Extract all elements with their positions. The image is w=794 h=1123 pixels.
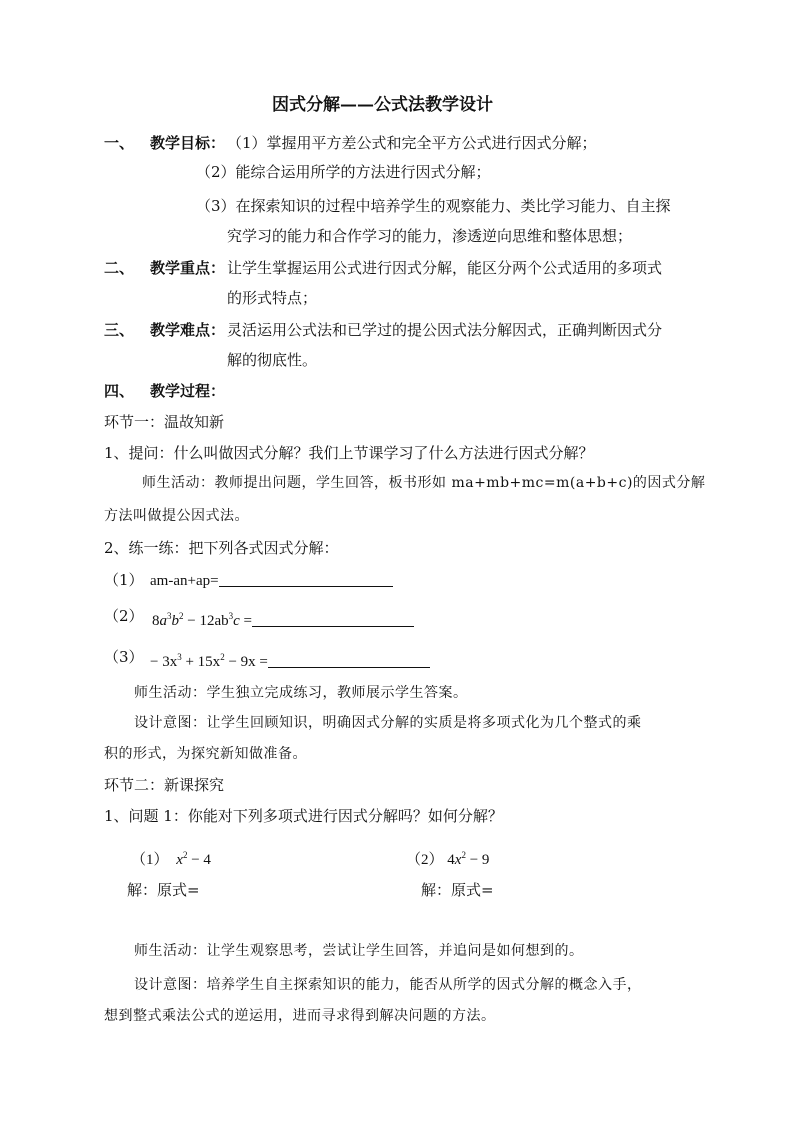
- exercise-2-coef: 8: [152, 613, 160, 629]
- objective-item-3-line2: 究学习的能力和合作学习的能力，渗透逆向思维和整体思想；: [227, 227, 633, 245]
- problem-2-var: x: [454, 852, 462, 868]
- exercise-3-exp2: 2: [220, 652, 225, 662]
- exercise-3-term3: − 9x =: [228, 654, 268, 670]
- exercise-1-text: am-an+ap=: [150, 573, 219, 589]
- exercise-2-number: （2）: [104, 607, 144, 625]
- difficulties-text-line2: 解的彻底性。: [227, 351, 318, 369]
- problem-2-number: （2）: [406, 852, 444, 868]
- objective-item-3-line1: （3）在探索知识的过程中培养学生的观察能力、类比学习能力、自主探: [196, 197, 671, 215]
- exercise-1-answer-blank: [219, 570, 393, 587]
- key-points-text-line2: 的形式特点；: [227, 289, 318, 307]
- section1-intent-line1: 设计意图：让学生回顾知识，明确因式分解的实质是将多项式化为几个整式的乘: [134, 715, 642, 731]
- exercise-2-var-b: b: [171, 613, 179, 629]
- exercise-3-answer-blank: [268, 651, 430, 668]
- problem-2-exp: 2: [461, 850, 466, 860]
- key-points-number: 二、: [104, 259, 135, 277]
- section1-question-2: 2、练一练：把下列各式因式分解：: [104, 539, 339, 557]
- exercise-3-term2: + 15x: [185, 654, 221, 670]
- problem-2: [406, 845, 489, 870]
- problem-1-solution: 解：原式=: [127, 881, 200, 899]
- exercise-3-number: （3）: [104, 648, 144, 666]
- exercise-2-var-a: a: [159, 613, 167, 629]
- section1-question-1: 1、提问：什么叫做因式分解？我们上节课学习了什么方法进行因式分解？: [104, 444, 594, 462]
- objective-item-2: （2）能综合运用所学的方法进行因式分解；: [196, 163, 491, 181]
- exercise-2-equals: =: [243, 613, 253, 629]
- section1-activity-line2: 方法叫做提公因式法。: [104, 508, 249, 524]
- exercise-1-expression: [150, 570, 393, 591]
- difficulties-label: 教学难点：: [150, 321, 226, 339]
- problem-1-var: x: [176, 852, 183, 868]
- section2-intent-line2: 想到整式乘法公式的逆运用，进而寻求得到解决问题的方法。: [104, 1008, 496, 1024]
- objectives-number: 一、: [104, 134, 135, 152]
- exercise-2-var-c: c: [233, 613, 240, 629]
- exercise-2-exp-b2: 3: [228, 611, 234, 621]
- exercise-3-term1: − 3x: [150, 654, 178, 670]
- section1-activity-2: 师生活动：学生独立完成练习，教师展示学生答案。: [134, 685, 468, 701]
- exercise-2-exp-b: 2: [179, 611, 184, 621]
- difficulties-text-line1: 灵活运用公式法和已学过的提公因式法分解因式，正确判断因式分: [227, 321, 663, 339]
- problem-2-solution: 解：原式=: [421, 881, 494, 899]
- exercise-2-answer-blank: [252, 610, 414, 627]
- exercise-2-minus-term: − 12ab: [187, 613, 229, 629]
- exercise-2-exp-a: 3: [167, 611, 172, 621]
- page-title: 因式分解——公式法教学设计: [272, 95, 493, 115]
- problem-1: [131, 845, 211, 870]
- exercise-1-number: （1）: [104, 571, 144, 589]
- exercise-3-exp1: 3: [177, 652, 182, 662]
- process-number: 四、: [104, 382, 135, 400]
- section2-heading: 环节二：新课探究: [104, 776, 225, 794]
- objective-item-1: （1）掌握用平方差公式和完全平方公式进行因式分解；: [227, 134, 597, 152]
- section2-activity: 师生活动：让学生观察思考，尝试让学生回答，并追问是如何想到的。: [134, 943, 584, 959]
- section1-activity-line1: 师生活动：教师提出问题，学生回答，板书形如 ma+mb+mc=m(a+b+c)的因式分解: [142, 475, 706, 491]
- key-points-text-line1: 让学生掌握运用公式进行因式分解，能区分两个公式适用的多项式: [227, 259, 663, 277]
- process-label: 教学过程：: [150, 382, 226, 400]
- problem-2-rest: − 9: [469, 852, 490, 868]
- section1-heading: 环节一：温故知新: [104, 413, 225, 431]
- section2-intent-line1: 设计意图：培养学生自主探索知识的能力，能否从所学的因式分解的概念入手，: [134, 977, 642, 993]
- difficulties-number: 三、: [104, 321, 135, 339]
- section2-question-1: 1、问题 1：你能对下列多项式进行因式分解吗？如何分解？: [104, 807, 503, 825]
- key-points-label: 教学重点：: [150, 259, 226, 277]
- exercise-2-expression: [152, 606, 414, 631]
- objectives-label: 教学目标：: [150, 134, 226, 152]
- problem-2-coef: 4: [447, 852, 455, 868]
- section1-intent-line2: 积的形式，为探究新知做准备。: [104, 746, 307, 762]
- problem-1-number: （1）: [131, 852, 169, 868]
- problem-1-exp: 2: [182, 850, 188, 860]
- exercise-3-expression: [150, 647, 430, 672]
- problem-1-rest: − 4: [191, 852, 211, 868]
